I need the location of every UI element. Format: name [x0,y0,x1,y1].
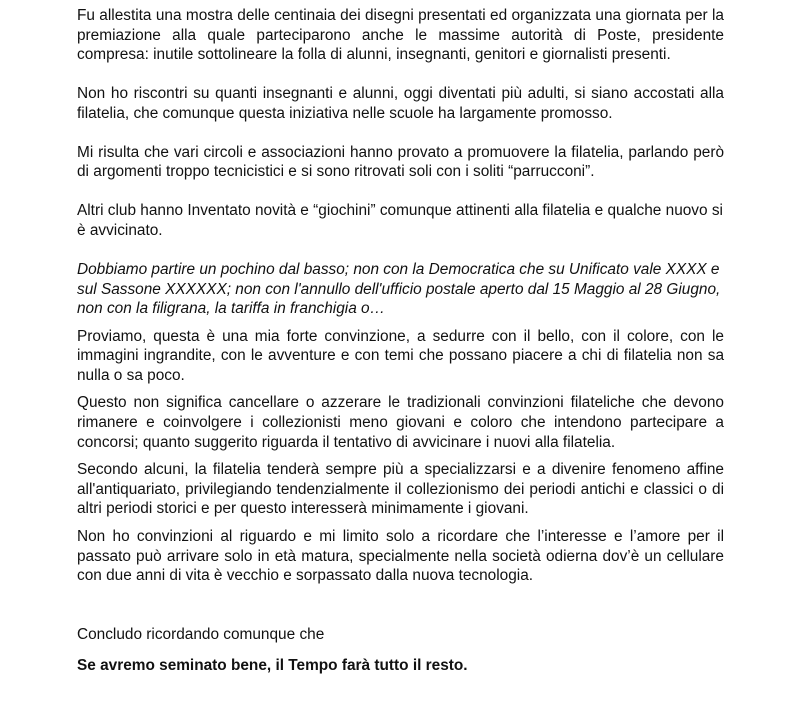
paragraph-start-from-bottom: Dobbiamo partire un pochino dal basso; non con la Democratica che su Unificato vale XXXX e sul Sassone XXXXXX; non con l'annullo dell'ufficio postale aperto dal 15 Maggio al 28 Giugno, non con la filigrana, la tariffa in franchigia o… [77,260,721,318]
paragraph-exhibition: Fu allestita una mostra delle centinaia dei disegni presentati ed organizzata una giornata per la premiazione alla quale parteciparono anche le massime autorità di Poste, presidente compresa: inutile sottolineare la folla di alunni, insegnanti, genitori e giornalisti presenti. [77,7,724,64]
paragraph-traditional-convictions: Questo non significa cancellare o azzerare le tradizionali convinzioni filateliche che devono rimanere e coinvolgere i collezionisti meno giovani e coloro che intendono partecipare a concorsi; quanto suggerito riguarda il tentativo di avvicinare i nuovi alla filatelia. [77,394,724,451]
document-body [77,6,724,676]
paragraph-no-convictions: Non ho convinzioni al riguardo e mi limito solo a ricordare che l’interesse e l’amore per il passato può arrivare solo in età matura, specialmente nella società odierna dov’è un cellulare con due anni di vita è vecchio e sorpassato dalla nuova tecnologia. [77,528,724,585]
paragraph-conclusion-intro: Concludo ricordando comunque che [77,625,325,643]
paragraph-specialization: Secondo alcuni, la filatelia tenderà sempre più a specializzarsi e a divenire fenomeno affine all'antiquariato, privilegiando tendenzialmente il collezionismo dei periodi antichi e classici o di altri periodi storici e per questo interesserà minimamente i giovani. [77,461,724,518]
paragraph-circles-associations: Mi risulta che vari circoli e associazioni hanno provato a promuovere la filatelia, parlando però di argomenti troppo tecnicistici e si sono ritrovati soli con i soliti “parrucconi”. [77,143,724,181]
paragraph-closing-statement: Se avremo seminato bene, il Tempo farà tutto il resto. [77,657,468,675]
paragraph-no-feedback: Non ho riscontri su quanti insegnanti e alunni, oggi diventati più adulti, si siano accostati alla filatelia, che comunque questa iniziativa nelle scuole ha largamente promosso. [77,85,724,122]
paragraph-other-clubs: Altri club hanno Inventato novità e “giochini” comunque attinenti alla filatelia e qualche nuovo si è avvicinato. [77,202,723,239]
paragraph-seduce-with-beauty: Proviamo, questa è una mia forte convinzione, a sedurre con il bello, con il colore, con le immagini ingrandite, con le avventure e con temi che possano piacere a chi di filatelia non sa nulla o sa poco. [77,327,724,384]
